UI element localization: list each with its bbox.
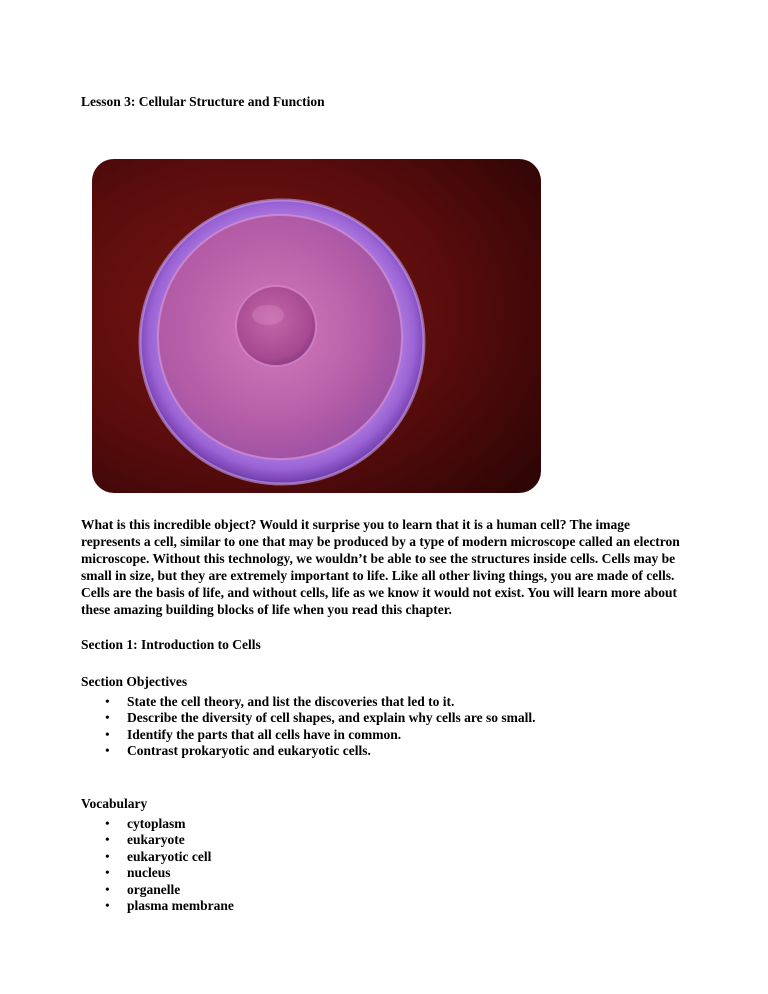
lesson-title: Lesson 3: Cellular Structure and Function [81, 94, 325, 109]
list-item: • cytoplasm [127, 816, 747, 832]
list-item: • plasma membrane [127, 898, 747, 914]
vocabulary-heading: Vocabulary [81, 796, 148, 811]
list-item: • nucleus [127, 865, 747, 881]
list-item: • State the cell theory, and list the discoveries that led to it. [127, 694, 747, 710]
vocabulary-list [81, 816, 747, 914]
intro-paragraph: What is this incredible object? Would it surprise you to learn that it is a human cell? The image represents a cell, similar to one that may be produced by a type of modern microscope called an electron microscope. Without this technology, we wouldn’t be able to see the structures inside cells. Cells may be small in size, but they are extremely important to life. Like all other living things, you are made of cells. Cells are the basis of life, and without cells, life as we know it would not exist. You will learn more about these amazing building blocks of life when you read this chapter. [81, 517, 680, 617]
list-item: • Describe the diversity of cell shapes, and explain why cells are so small. [127, 710, 747, 726]
cell-figure [92, 159, 541, 493]
objectives-heading: Section Objectives [81, 674, 188, 689]
objectives-list [81, 694, 747, 760]
list-item: • Contrast prokaryotic and eukaryotic cells. [127, 743, 747, 759]
human-cell-illustration [92, 159, 541, 493]
list-item: • organelle [127, 882, 747, 898]
list-item: • Identify the parts that all cells have in common. [127, 727, 747, 743]
list-item: • eukaryote [127, 832, 747, 848]
list-item: • eukaryotic cell [127, 849, 747, 865]
section-title: Section 1: Introduction to Cells [81, 637, 261, 652]
